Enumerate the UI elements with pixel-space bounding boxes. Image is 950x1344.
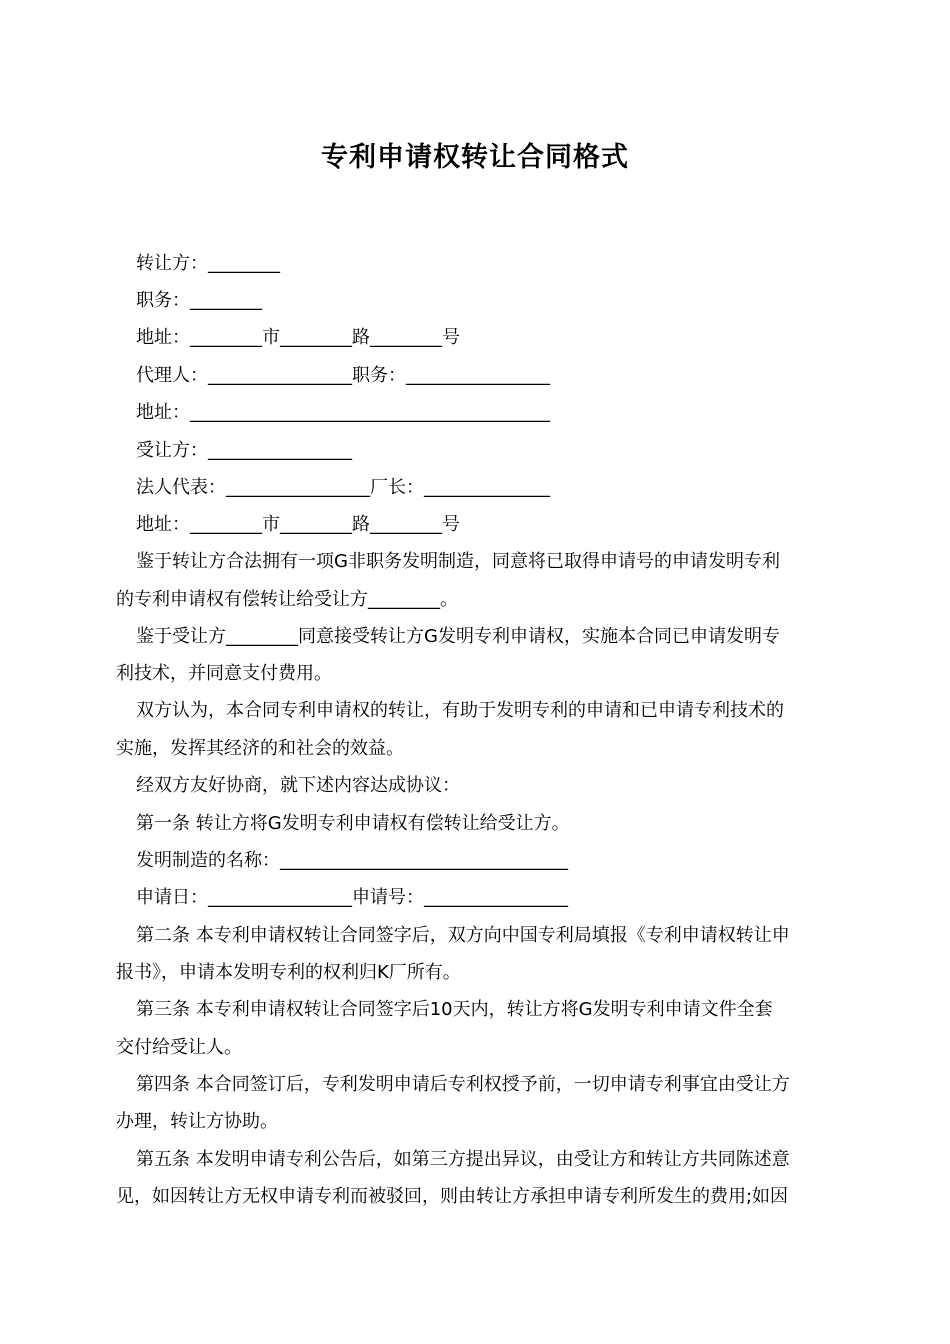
transferor-line: 转让方：________	[136, 253, 280, 274]
article-1-line: 第一条 转让方将G发明专利申请权有偿转让给受让方。	[136, 813, 570, 834]
transferee-line: 受让方：________________	[136, 440, 352, 461]
paragraph-line: 鉴于受让方________同意接受转让方G发明专利申请权，实施本合同已申请发明专	[136, 626, 780, 647]
legal-representative-line: 法人代表：________________厂长：______________	[136, 477, 550, 498]
article-3-line: 第三条 本专利申请权转让合同签字后10天内，转让方将G发明专利申请文件全套	[136, 999, 773, 1020]
invention-name-line: 发明制造的名称：________________________________	[136, 850, 568, 871]
paragraph-line: 双方认为，本合同专利申请权的转让，有助于发明专利的申请和已申请专利技术的	[136, 700, 784, 721]
agent-address-line: 地址：________________________________________	[136, 402, 550, 423]
paragraph-line: 实施，发挥其经济的和社会的效益。	[116, 738, 404, 759]
article-5-line: 第五条 本发明申请专利公告后，如第三方提出异议，由受让方和转让方共同陈述意	[136, 1149, 790, 1170]
application-date-line: 申请日：________________申请号：________________	[136, 887, 568, 908]
paragraph-line: 的专利申请权有偿转让给受让方________。	[116, 589, 458, 610]
agent-line: 代理人：________________职务：________________	[136, 365, 550, 386]
document-title: 专利申请权转让合同格式	[321, 142, 629, 173]
article-3-line: 交付给受让人。	[116, 1037, 242, 1058]
transferee-address-line: 地址：________市________路________号	[136, 514, 460, 535]
article-4-line: 第四条 本合同签订后，专利发明申请后专利权授予前，一切申请专利事宜由受让方	[136, 1074, 790, 1095]
transferor-address-line: 地址：________市________路________号	[136, 327, 460, 348]
article-4-line: 办理，转让方协助。	[116, 1111, 278, 1132]
paragraph-line: 鉴于转让方合法拥有一项G非职务发明制造，同意将已取得申请号的申请发明专利	[136, 551, 780, 572]
transferor-position-line: 职务：________	[136, 290, 262, 311]
article-2-line: 报书》，申请本发明专利的权利归K厂所有。	[116, 962, 461, 983]
article-5-line: 见，如因转让方无权申请专利而被驳回，则由转让方承担申请专利所发生的费用;如因	[116, 1186, 789, 1207]
article-2-line: 第二条 本专利申请权转让合同签字后，双方向中国专利局填报《专利申请权转让申	[136, 925, 790, 946]
paragraph-line: 经双方友好协商，就下述内容达成协议：	[136, 775, 460, 796]
paragraph-line: 利技术，并同意支付费用。	[116, 663, 332, 684]
